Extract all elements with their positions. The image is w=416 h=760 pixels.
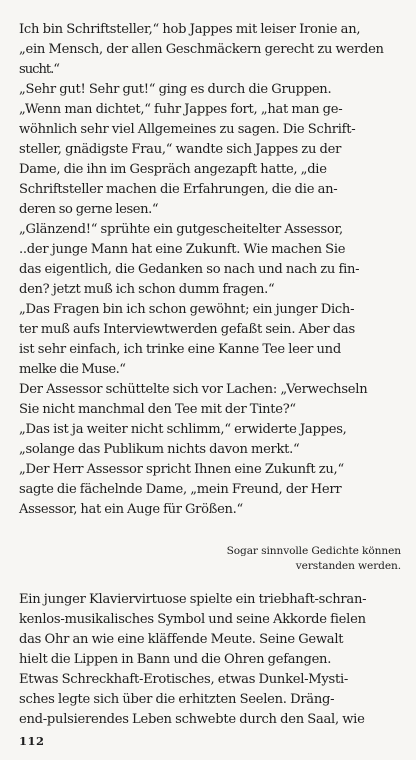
dialogue-passage (19, 20, 416, 520)
text-line: Etwas Schreckhaft-Erotisches, etwas Dunkel-Mysti- (19, 672, 349, 687)
text-line: Assessor, hat ein Auge für Größen.“ (19, 502, 243, 517)
text-line: ist sehr einfach, ich trinke eine Kanne Tee leer und (19, 342, 341, 357)
text-line: Ich bin Schriftsteller,“ hob Jappes mit leiser Ironie an, (19, 22, 361, 37)
text-line: sagte die fächelnde Dame, „mein Freund, der Herr (19, 482, 342, 497)
text-line: end-pulsierendes Leben schwebte durch den Saal, wie (19, 712, 365, 727)
text-line: den? jetzt muß ich schon dumm fragen.“ (19, 282, 275, 297)
page-number: 112 (19, 734, 45, 748)
text-line: „Das Fragen bin ich schon gewöhnt; ein junger Dich- (19, 302, 355, 317)
text-line: steller, gnädigste Frau,“ wandte sich Jappes zu der (19, 142, 342, 157)
text-line: Ein junger Klaviervirtuose spielte ein triebhaft-schran- (19, 592, 367, 607)
text-line: „Das ist ja weiter nicht schlimm,“ erwiderte Jappes, (19, 422, 347, 437)
text-line: „solange das Publikum nichts davon merkt.“ (19, 442, 300, 457)
text-line: kenlos-musikalisches Symbol und seine Akkorde fielen (19, 612, 366, 627)
text-line: das Ohr an wie eine kläffende Meute. Seine Gewalt (19, 632, 344, 647)
text-line: Der Assessor schüttelte sich vor Lachen: „Verwechseln (19, 382, 368, 397)
note-line: verstanden werden. (295, 560, 401, 572)
text-line: das eigentlich, die Gedanken so nach und nach zu fin- (19, 262, 360, 277)
text-line: Dame, die ihn im Gespräch angezapft hatte, „die (19, 162, 327, 177)
text-line: sucht.“ (19, 62, 59, 77)
note-line: Sogar sinnvolle Gedichte können (226, 545, 401, 557)
text-line: „Der Herr Assessor spricht Ihnen eine Zukunft zu,“ (19, 462, 344, 477)
text-line: Sie nicht manchmal den Tee mit der Tinte?“ (19, 402, 296, 417)
concert-passage (19, 590, 416, 730)
section-note (0, 544, 401, 574)
text-line: hielt die Lippen in Bann und die Ohren gefangen. (19, 652, 332, 667)
text-line: ..der junge Mann hat eine Zukunft. Wie machen Sie (19, 242, 346, 257)
text-line: Schriftsteller machen die Erfahrungen, die die an- (19, 182, 338, 197)
text-line: wöhnlich sehr viel Allgemeines zu sagen. Die Schrift- (19, 122, 356, 137)
text-line: „Sehr gut! Sehr gut!“ ging es durch die Gruppen. (19, 82, 332, 97)
text-line: ter muß aufs Interviewtwerden gefaßt sein. Aber das (19, 322, 355, 337)
text-line: deren so gerne lesen.“ (19, 202, 159, 217)
text-line: „ein Mensch, der allen Geschmäckern gerecht zu werden (19, 42, 384, 57)
text-line: „Glänzend!“ sprühte ein gutgescheitelter Assessor, (19, 222, 343, 237)
text-line: „Wenn man dichtet,“ fuhr Jappes fort, „hat man ge- (19, 102, 343, 117)
text-line: sches legte sich über die erhitzten Seelen. Dräng- (19, 692, 335, 707)
text-line: melke die Muse.“ (19, 362, 126, 377)
